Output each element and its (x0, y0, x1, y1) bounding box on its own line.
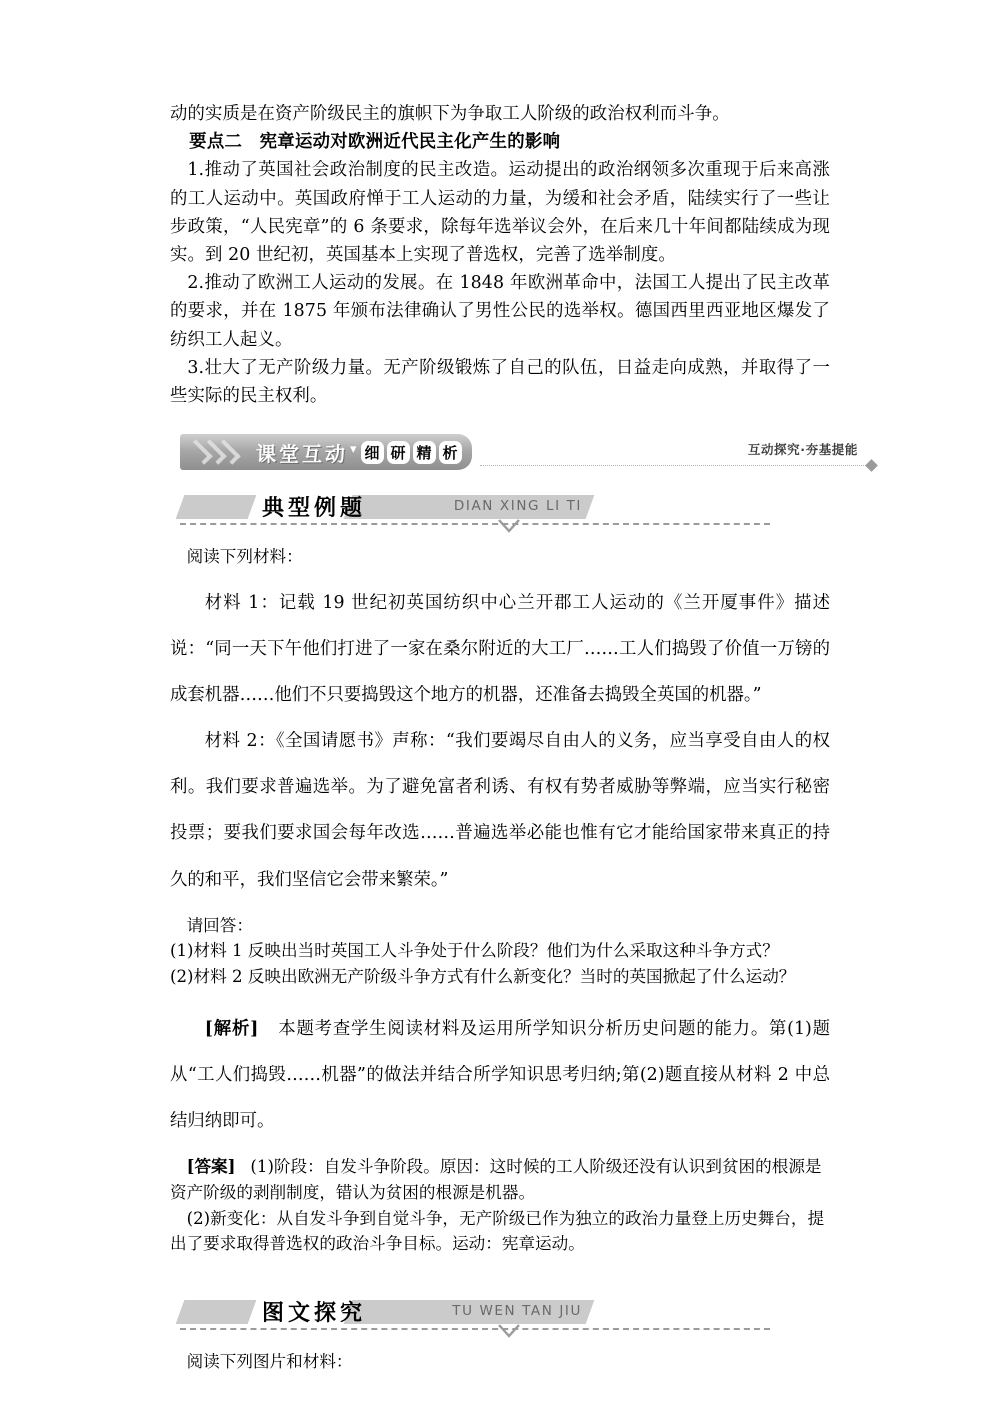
key-point-label: 要点二 (189, 132, 243, 153)
banner-right-text: 互动探究·夯基提能 (747, 442, 858, 458)
section-banner (180, 432, 880, 474)
material-2: 材料 2：《全国请愿书》声称：“我们要竭尽自由人的义务，应当享受自由人的权利。我们要求普遍选举。为了避免富者利诱、有权有势者威胁等弊端，应当实行秘密投票；要我们要求国会每年改选……普遍选举必能也惟有它才能给国家带来真正的持久的和平，我们坚信它会带来繁荣。” (170, 731, 830, 890)
material-1: 材料 1：记载 19 世纪初英国纺织中心兰开郡工人运动的《兰开厦事件》描述说：“同一天下午他们打进了一家在桑尔附近的大工厂……工人们捣毁了价值一万镑的成套机器……他们不只要捣毁这个地方的机器，还准备去捣毁全英国的机器。” (170, 592, 830, 706)
answer-text-1: (1)阶段：自发斗争阶段。原因：这时候的工人阶级还没有认识到贫困的根源是资产阶级的剥削制度，错认为贫困的根源是机器。 (170, 1157, 822, 1202)
question-1: (1)材料 1 反映出当时英国工人斗争处于什么阶段？他们为什么采取这种斗争方式？ (170, 941, 779, 961)
chevron-down-icon (498, 1324, 520, 1338)
subsection-title: 典型例题 (262, 496, 367, 522)
analysis-text: 本题考查学生阅读材料及运用所学知识分析历史问题的能力。第(1)题从“工人们捣毁……机器”的做法并结合所学知识思考归纳;第(2)题直接从材料 2 中总结归纳即可。 (170, 1018, 830, 1132)
key-point-item-2: 2.推动了欧洲工人运动的发展。在 1848 年欧洲革命中，法国工人提出了民主改革的要求，并在 1875 年颁布法律确认了男性公民的选举权。德国西里西亚地区爆发了纺织工人起义。 (170, 273, 830, 350)
key-point-item-1: 1.推动了英国社会政治制度的民主改造。运动提出的政治纲领多次重现于后来高涨的工人运动中。英国政府惮于工人运动的力量，为缓和社会矛盾，陆续实行了一些让步政策，“人民宪章”的 6 条要求，除每年选举议会外，在后来几十年间都陆续成为现实。到 20 世纪初，英国基本上实现了普选权，完善了选举制度。 (170, 160, 830, 265)
banner-chip-1: 细 (361, 441, 384, 464)
chevron-down-icon (498, 519, 520, 533)
subsection-pinyin: TU WEN TAN JIU (452, 1303, 582, 1320)
answer-block-1 (170, 1154, 830, 1205)
subsection-pinyin: DIAN XING LI TI (453, 498, 582, 515)
answer-label: [答案] (186, 1156, 236, 1177)
key-point-title: 宪章运动对欧洲近代民主化产生的影响 (259, 132, 561, 153)
example-prompt: 阅读下列材料： (186, 547, 303, 567)
banner-chip-3: 精 (413, 441, 436, 464)
banner-dotted-rule (480, 465, 866, 466)
subsection-title: 图文探究 (262, 1301, 367, 1327)
key-point-heading (170, 128, 830, 156)
subsection-header-example (180, 492, 590, 532)
banner-separator-icon: ▾ (350, 441, 357, 457)
continuation-paragraph: 动的实质是在资产阶级民主的旗帜下为争取工人阶级的政治权利而斗争。 (170, 104, 730, 124)
key-point-item-3: 3.壮大了无产阶级力量。无产阶级锻炼了自己的队伍，日益走向成熟，并取得了一些实际的民主权利。 (170, 357, 830, 406)
banner-chip-4: 析 (439, 441, 462, 464)
answer-block-2: (2)新变化：从自发斗争到自觉斗争，无产阶级已作为独立的政治力量登上历史舞台，提出了要求取得普选权的政治斗争目标。运动：宪章运动。 (170, 1208, 825, 1254)
analysis-label: [解析] (204, 1018, 259, 1039)
subsection-header-explore (180, 1297, 590, 1337)
subheader-left-plate (176, 495, 257, 519)
question-2: (2)材料 2 反映出欧洲无产阶级斗争方式有什么新变化？当时的英国掀起了什么运动？ (170, 967, 796, 987)
banner-title (256, 436, 464, 468)
double-chevron-right-icon (194, 439, 250, 465)
subheader-dashed-rule (180, 523, 770, 525)
subheader-left-plate (176, 1300, 257, 1324)
banner-chip-2: 研 (387, 441, 410, 464)
question-prompt: 请回答： (186, 915, 253, 935)
analysis-block (170, 1006, 830, 1144)
subheader-dashed-rule (180, 1328, 770, 1330)
diamond-icon (865, 459, 878, 472)
banner-title-main: 课堂互动 (256, 441, 348, 466)
page-content (170, 100, 858, 1375)
explore-prompt: 阅读下列图片和材料： (186, 1352, 353, 1372)
